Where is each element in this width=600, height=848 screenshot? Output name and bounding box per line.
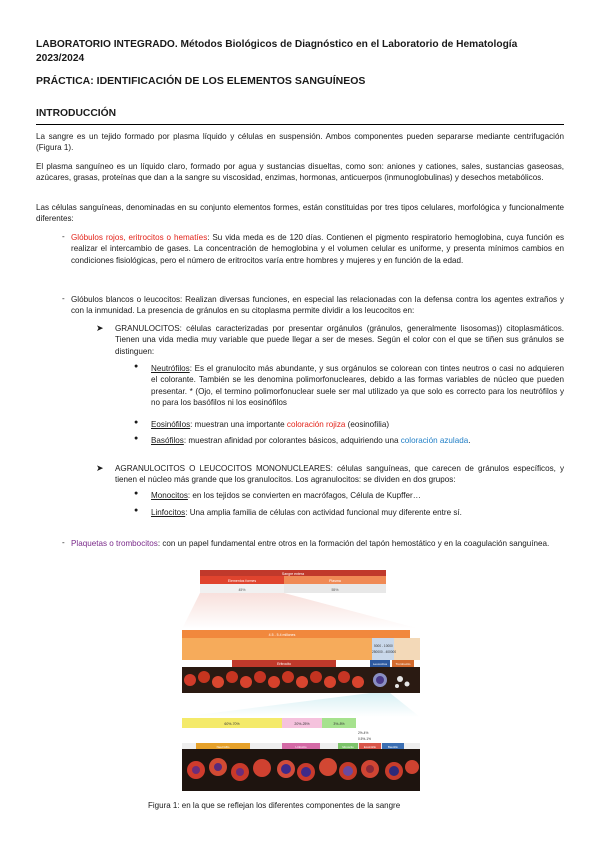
linfo-label: Linfocito [295, 745, 307, 749]
arrow-bullet: ➤ [96, 323, 104, 333]
plaquetas-text: : con un papel fundamental entre otros en la formación del tapón hemostático y en la coagulación sanguínea. [157, 539, 550, 548]
dash-bullet: - [62, 232, 65, 241]
paragraph-1: La sangre es un tejido formado por plasma líquido y células en suspensión. Ambos componentes pueden separarse mediante centrifugación (Figura 1). [36, 132, 564, 153]
basofilos-item [151, 435, 564, 446]
plasma-label: Plasma [329, 579, 341, 583]
dot-bullet: ● [134, 435, 139, 442]
agranulocitos-text: células sanguíneas, que carecen de gránulos específicos, y tienen el núcleo más grande que los granulocitos. Los agranulocitos: se dividen en dos grupos: [115, 464, 564, 485]
plaquetas-item [71, 538, 564, 549]
dot-bullet: ● [134, 419, 139, 426]
rbc-label: Glóbulos rojos, eritrocitos o hematíes [71, 233, 208, 242]
eritro-label: Eritrocito [277, 662, 291, 666]
basofilos-color: coloración azulada [400, 436, 469, 445]
arrow-bullet: ➤ [96, 463, 104, 473]
zoom-wedge-bottom [182, 693, 420, 717]
figure-caption: Figura 1: en la que se reflejan los diferentes componentes de la sangre [148, 801, 401, 810]
rbc-count: 4.5 - 5.4 millones [268, 633, 296, 637]
dot-bullet: ● [134, 490, 139, 497]
section-divider [36, 124, 564, 125]
basofilos-text: : muestran afinidad por colorantes básicos, adquiriendo una [183, 436, 401, 445]
formes-label: Elementos formes [227, 579, 257, 583]
leuco-label: Leucocitos [372, 662, 388, 666]
basofilos-label: Basófilos [151, 436, 184, 445]
plasma-pct: 55% [331, 588, 339, 592]
dot-bullet: ● [134, 363, 139, 370]
erythro-band [182, 638, 372, 660]
header-line-1: LABORATORIO INTEGRADO. Métodos Biológicos de Diagnóstico en el Laboratorio de Hematología [36, 39, 518, 50]
granulocitos-text: células caracterizadas por presentar orgánulos (gránulos, generalmente lisosomas)) citoplasmáticos. Tienen una vida media muy variable que puede llegar a ser de meses. Según el color con el que se tiñen sus gránulos se distinguen: [115, 324, 564, 356]
wbc-band [372, 638, 397, 660]
document-header [36, 38, 576, 66]
formes-pct: 45% [238, 588, 246, 592]
neutro-label: Neutrófilo [216, 745, 230, 749]
top-label: Sangre entera [281, 572, 305, 576]
eosinofilos-item [151, 419, 564, 430]
plaquetas-label: Plaquetas o trombocitos [71, 539, 158, 548]
neutrofilos-item [151, 363, 564, 409]
practica-title: PRÁCTICA: IDENTIFICACIÓN DE LOS ELEMENTOS SANGUÍNEOS [36, 75, 366, 87]
linfocitos-item [151, 507, 564, 518]
zoom-wedge-top [182, 593, 420, 629]
linfocitos-label: Linfocitos [151, 508, 186, 517]
plt-count: 250000 - 400000 [372, 650, 397, 654]
paragraph-2: El plasma sanguíneo es un líquido claro, formado por agua y sustancias disueltas, como son: aniones y cationes, sales, sustancias gaseosas, azúcares, grasas, proteínas que dan a la sangre su viscosidad, enzimas, hormonas, anticuerpos (inmunoglobulinas) y desechos metabólicos. [36, 162, 564, 183]
header-line-2: 2023/2024 [36, 53, 85, 64]
rbc-item [71, 232, 564, 266]
eos-label: Eosinófilo [363, 745, 377, 749]
baso-pct: 0.5%-1% [358, 737, 371, 741]
mono-label: Monocito [342, 745, 354, 749]
eosinofilos-label: Eosinófilos [151, 420, 191, 429]
granulocitos-label: GRANULOCITOS: [115, 324, 182, 333]
monocitos-label: Monocitos [151, 491, 188, 500]
rbc-text: : Su vida meda es de 120 días. Contienen el pigmento respiratorio hemoglobina, cuya función es realizar el intercambio de gases. La concentración de hemoglobina y el volumen celular es uniforme, y presenta mínimos cambios en condiciones fisiológicas, pero el número de eritrocitos varía entre hombres y mujeres y en función de la edad. [71, 233, 565, 265]
neutrofilos-label: Neutrófilos [151, 364, 190, 373]
baso-label: Basófilo [388, 745, 398, 749]
plt-band [394, 638, 420, 660]
paragraph-3: Las células sanguíneas, denominadas en su conjunto elementos formes, están constituidas por tres tipos celulares, morfológica y funcionalmente diferentes: [36, 203, 564, 224]
granulocitos-item [115, 323, 564, 357]
monocitos-text: : en los tejidos se convierten en macrófagos, Célula de Kupffer… [187, 491, 421, 500]
eos-pct: 2%-4% [358, 731, 369, 735]
dot-bullet: ● [134, 507, 139, 514]
trombo-label: Trombocito [395, 662, 411, 666]
wbc-count: 5000 - 10000 [374, 644, 393, 648]
basofilos-tail: . [468, 436, 471, 445]
wbc-item: Glóbulos blancos o leucocitos: Realizan diversas funciones, en especial las relacionadas con la defensa contra los agentes extraños y con la inmunidad. La presencia de gránulos en su citoplasma permite dividir a los leucocitos en: [71, 295, 564, 316]
eosinofilos-text: : muestran una importante [190, 420, 287, 429]
dash-bullet: - [62, 294, 65, 303]
neutrofilos-text: : Es el granulocito más abundante, y sus orgánulos se colorean con tintes neutros o casi no adquieren el colorante. También se les denomina polimorfonucleares, debido a las formas variables de núcleo que pueden presentar. * (Ojo, el termino polimorfonuclear suele ser mal utilizado ya que solo es correcto para los neutrófilos y no para los basófilos ni los eosinófilos [151, 364, 564, 408]
blood-components-figure [182, 567, 420, 795]
section-title: INTRODUCCIÓN [36, 108, 117, 119]
agranulocitos-item [115, 463, 564, 486]
linfocitos-text: : Una amplia familia de células con actividad funcional muy diferente entre sí. [185, 508, 462, 517]
neutro-pct: 60%-70% [224, 722, 240, 726]
agranulocitos-label: AGRANULOCITOS O LEUCOCITOS MONONUCLEARES: [115, 464, 333, 473]
mono-pct: 3%-8% [333, 722, 345, 726]
eosinofilos-tail: (eosinofilia) [345, 420, 390, 429]
linfo-pct: 20%-25% [294, 722, 310, 726]
monocitos-item [151, 490, 564, 501]
dash-bullet: - [62, 538, 65, 547]
count-band [182, 630, 410, 638]
eosinofilos-color: coloración rojiza [286, 420, 346, 429]
